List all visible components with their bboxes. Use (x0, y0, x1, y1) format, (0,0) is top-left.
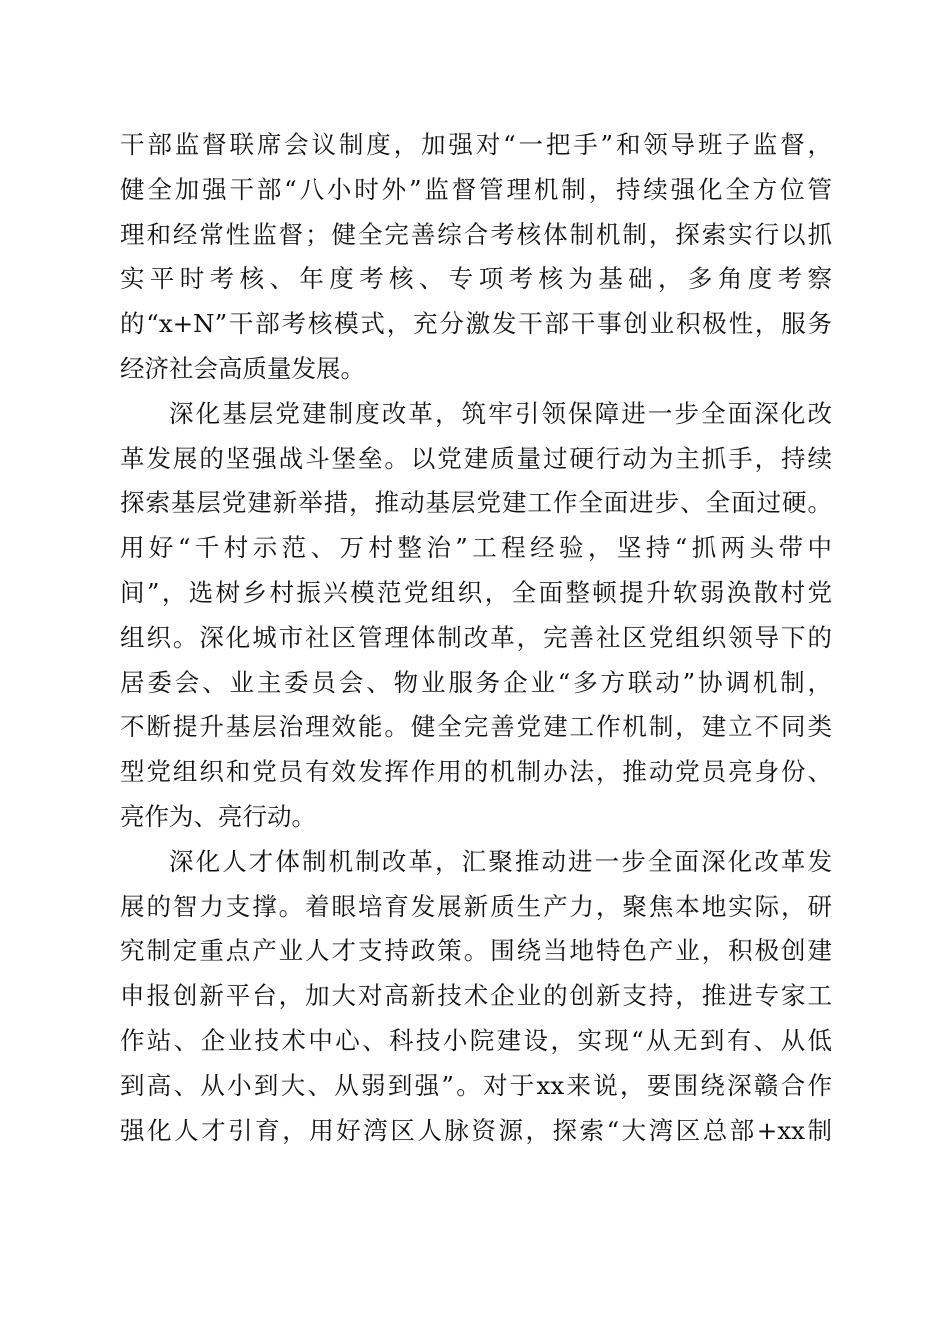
text-line: 用好“千村示范、万村整治”工程经验，坚持“抓两头带中 (120, 533, 832, 563)
text-line: 经济社会高质量发展。 (120, 353, 365, 383)
text-line: 居委会、业主委员会、物业服务企业“多方联动”协调机制， (120, 667, 832, 697)
text-line: 干部监督联席会议制度，加强对“一把手”和领导班子监督， (120, 130, 832, 159)
text-line: 亮作为、亮行动。 (120, 801, 316, 831)
paragraph-cadre-supervision (120, 123, 832, 392)
text-line: 型党组织和党员有效发挥作用的机制办法，推动党员亮身份、 (120, 757, 832, 787)
text-line: 作站、企业技术中心、科技小院建设，实现“从无到有、从低 (120, 1025, 832, 1055)
text-line: 理和经常性监督；健全完善综合考核体制机制，探索实行以抓 (120, 219, 832, 249)
text-line: 深化人才体制机制改革，汇聚推动进一步全面深化改革发 (169, 846, 832, 876)
text-line: 展的智力支撑。着眼培育发展新质生产力，聚焦本地实际，研 (120, 891, 832, 921)
text-line: 探索基层党建新举措，推动基层党建工作全面进步、全面过硬。 (120, 488, 832, 518)
text-line: 到高、从小到大、从弱到强”。对于xx来说，要围绕深赣合作 (120, 1070, 832, 1100)
text-line: 革发展的坚强战斗堡垒。以党建质量过硬行动为主抓手，持续 (120, 443, 832, 473)
text-line: 深化基层党建制度改革，筑牢引领保障进一步全面深化改 (169, 398, 832, 428)
text-line: 健全加强干部“八小时外”监督管理机制，持续强化全方位管 (120, 174, 832, 204)
text-line: 的“x+N”干部考核模式，充分激发干部干事创业积极性，服务 (120, 309, 832, 339)
text-line: 间”，选树乡村振兴模范党组织，全面整顿提升软弱涣散村党 (120, 577, 832, 607)
paragraph-talent-system-reform (120, 840, 832, 1154)
text-line: 组织。深化城市社区管理体制改革，完善社区党组织领导下的 (120, 622, 832, 652)
text-line: 不断提升基层治理效能。健全完善党建工作机制，建立不同类 (120, 712, 832, 742)
text-line: 究制定重点产业人才支持政策。围绕当地特色产业，积极创建 (120, 936, 832, 966)
body-text (120, 123, 832, 1153)
text-line: 申报创新平台，加大对高新技术企业的创新支持，推进专家工 (120, 981, 832, 1011)
text-line: 实平时考核、年度考核、专项考核为基础，多角度考察 (120, 264, 832, 294)
paragraph-grassroots-party-building (120, 392, 832, 840)
text-line: 强化人才引育，用好湾区人脉资源，探索“大湾区总部+xx制 (120, 1115, 832, 1145)
